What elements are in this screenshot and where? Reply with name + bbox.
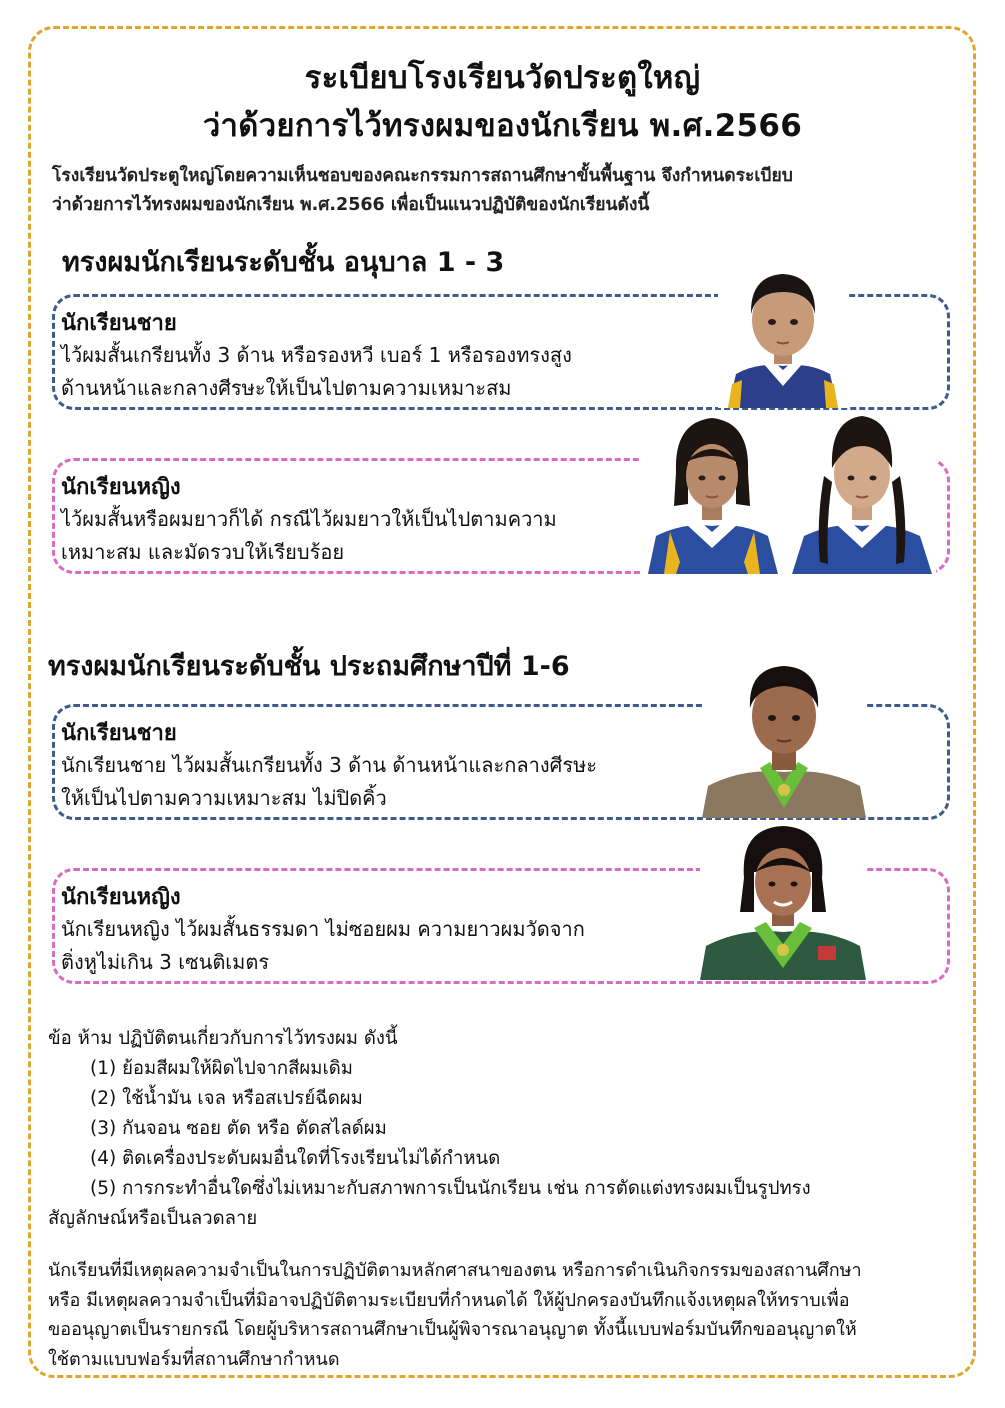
prohibition-item: (1) ย้อมสีผมให้ผิดไปจากสีผมเดิม bbox=[90, 1058, 353, 1079]
exception-note bbox=[48, 1256, 960, 1374]
prohibition-item: (3) กันจอน ซอย ตัด หรือ ตัดสไลด์ผม bbox=[90, 1118, 387, 1139]
girl-label: นักเรียนหญิง bbox=[61, 885, 181, 910]
kindergarten-boy-photo bbox=[718, 262, 848, 408]
rule-line: ไว้ผมสั้นเกรียนทั้ง 3 ด้าน หรือรองหวี เบอร์ 1 หรือรองทรงสูง bbox=[61, 343, 572, 367]
page-subtitle: ว่าด้วยการไว้ทรงผมของนักเรียน พ.ศ.2566 bbox=[202, 108, 803, 144]
girl-label: นักเรียนหญิง bbox=[61, 475, 181, 500]
note-line: ขออนุญาตเป็นรายกรณี โดยผู้บริหารสถานศึกษาเป็นผู้พิจารณาอนุญาต ทั้งนี้แบบฟอร์มบันทึกขออนุญาตให้ bbox=[48, 1319, 857, 1340]
kindergarten-girls-photo bbox=[640, 412, 936, 574]
note-line: ใช้ตามแบบฟอร์มที่สถานศึกษากำหนด bbox=[48, 1348, 340, 1370]
primary-boy-photo bbox=[702, 658, 866, 818]
boy-label: นักเรียนชาย bbox=[61, 721, 177, 746]
prohibition-item: (2) ใช้น้ำมัน เจล หรือสเปรย์ฉีดผม bbox=[90, 1088, 363, 1109]
rule-line: ให้เป็นไปตามความเหมาะสม ไม่ปิดคิ้ว bbox=[61, 786, 387, 810]
rule-line: ติ่งหูไม่เกิน 3 เซนติเมตร bbox=[61, 950, 270, 974]
prohibitions-list bbox=[48, 1024, 948, 1234]
prohibition-item: (4) ติดเครื่องประดับผมอื่นใดที่โรงเรียนไม่ได้กำหนด bbox=[90, 1148, 501, 1169]
rule-line: ด้านหน้าและกลางศีรษะให้เป็นไปตามความเหมาะสม bbox=[61, 376, 512, 400]
prohibition-item-continuation: สัญลักษณ์หรือเป็นลวดลาย bbox=[48, 1208, 258, 1229]
intro-line: โรงเรียนวัดประตูใหญ่โดยความเห็นชอบของคณะกรรมการสถานศึกษาขั้นพื้นฐาน จึงกำหนดระเบียบ bbox=[52, 166, 793, 186]
rule-line: นักเรียนชาย ไว้ผมสั้นเกรียนทั้ง 3 ด้าน ด้านหน้าและกลางศีรษะ bbox=[61, 753, 598, 777]
kindergarten-heading: ทรงผมนักเรียนระดับชั้น อนุบาล 1 - 3 bbox=[62, 247, 505, 278]
primary-heading: ทรงผมนักเรียนระดับชั้น ประถมศึกษาปีที่ 1-6 bbox=[48, 651, 570, 682]
rule-line: นักเรียนหญิง ไว้ผมสั้นธรรมดา ไม่ซอยผม ความยาวผมวัดจาก bbox=[61, 917, 585, 941]
note-line: หรือ มีเหตุผลความจำเป็นที่มิอาจปฏิบัติตามระเบียบที่กำหนดได้ ให้ผู้ปกครองบันทึกแจ้งเหตุผลให้ทราบเพื่อ bbox=[48, 1289, 850, 1311]
prohibition-item: (5) การกระทำอื่นใดซึ่งไม่เหมาะกับสภาพการเป็นนักเรียน เช่น การตัดแต่งทรงผมเป็นรูปทรง bbox=[90, 1178, 811, 1199]
boy-label: นักเรียนชาย bbox=[61, 311, 177, 336]
intro-line: ว่าด้วยการไว้ทรงผมของนักเรียน พ.ศ.2566 เพื่อเป็นแนวปฏิบัติของนักเรียนดังนี้ bbox=[52, 195, 650, 215]
note-line: นักเรียนที่มีเหตุผลความจำเป็นในการปฏิบัติตามหลักศาสนาของตน หรือการดำเนินกิจกรรมของสถานศึกษา bbox=[48, 1260, 862, 1281]
rule-line: เหมาะสม และมัดรวบให้เรียบร้อย bbox=[61, 540, 345, 564]
prohibitions-intro: ข้อ ห้าม ปฏิบัติตนเกี่ยวกับการไว้ทรงผม ดังนี้ bbox=[48, 1028, 398, 1049]
primary-girl-photo bbox=[700, 822, 866, 980]
rule-line: ไว้ผมสั้นหรือผมยาวก็ได้ กรณีไว้ผมยาวให้เป็นไปตามความ bbox=[61, 507, 557, 531]
intro-paragraph bbox=[52, 162, 952, 220]
page-title: ระเบียบโรงเรียนวัดประตูใหญ่ bbox=[304, 60, 701, 96]
